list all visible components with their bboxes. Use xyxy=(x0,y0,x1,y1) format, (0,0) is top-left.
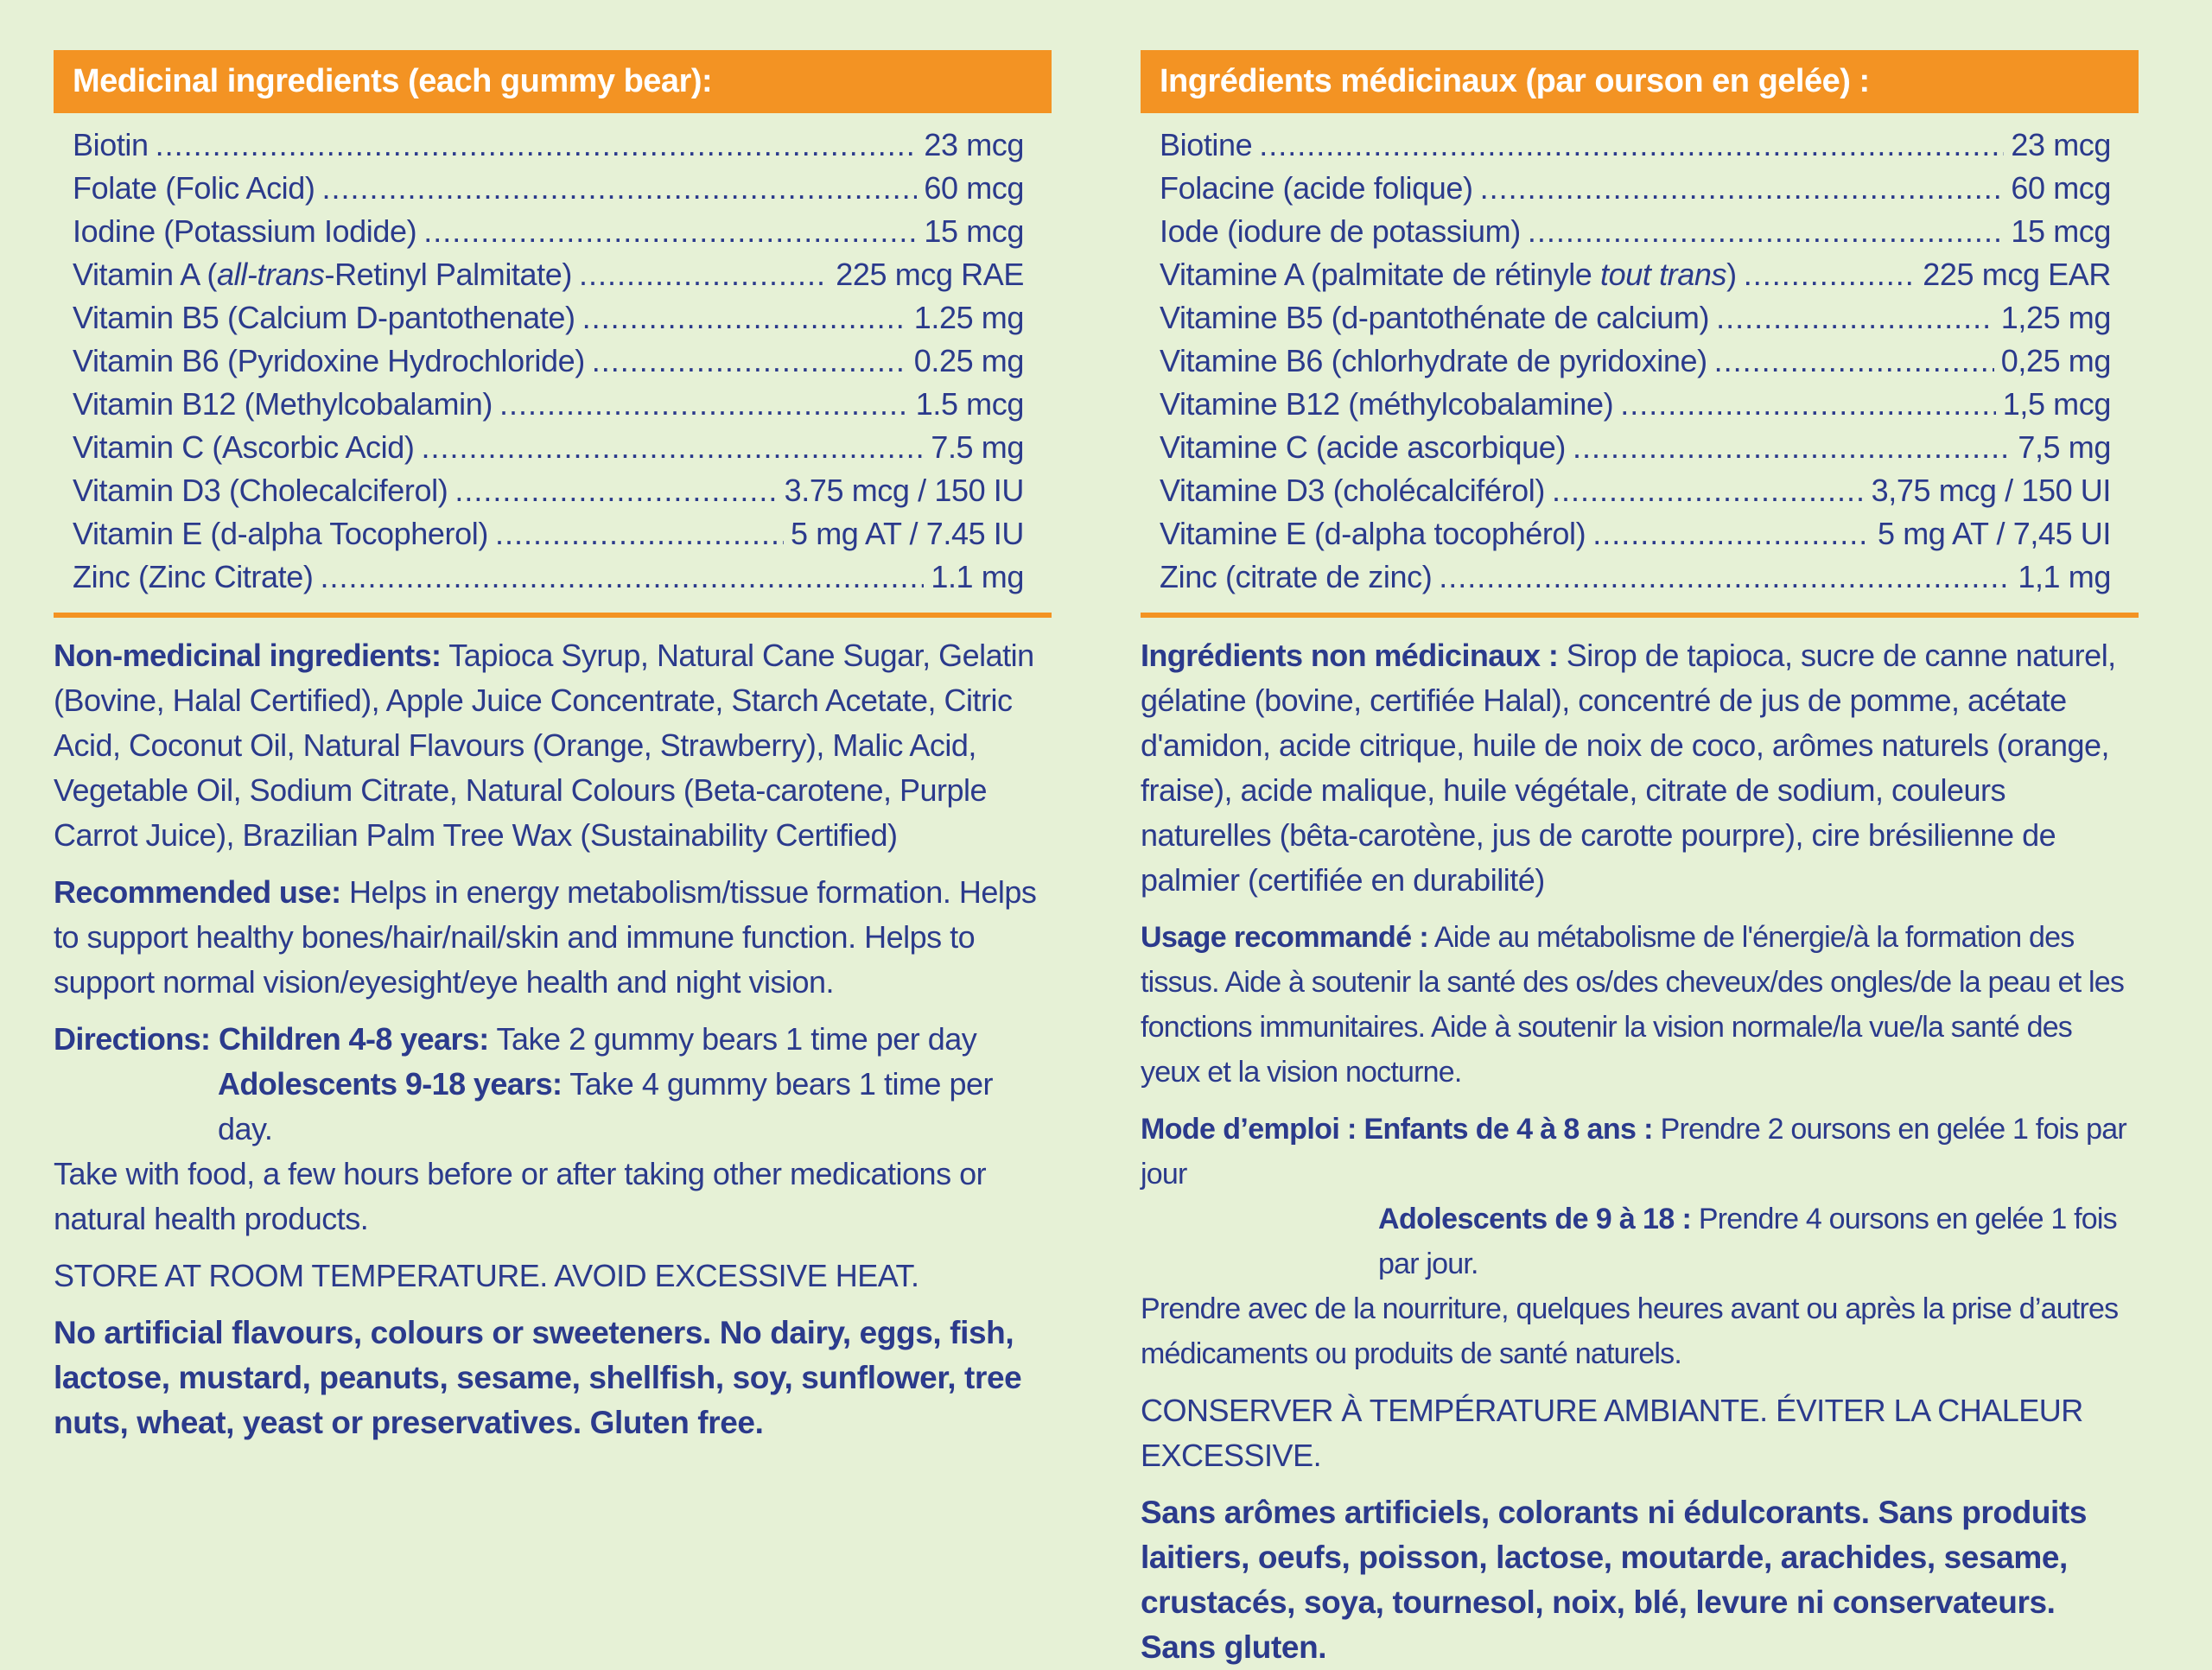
leader-dots xyxy=(1744,253,1916,296)
non-medicinal-ingredients-fr: Ingrédients non médicinaux : Sirop de tapioca, sucre de canne naturel, gélatine (bovine, certifiée Halal), concentré de jus de pomme, acétate d'amidon, acide citrique, huile de noix de coco, arômes naturels (orange, fraise), acide malique, huile végétale, citrate de sodium, couleurs naturelles (bêta-carotène, jus de carotte pourpre), cire brésilienne de palmier (certifiée en durabilité) xyxy=(1141,638,2116,898)
medicinal-ingredients-header: Medicinal ingredients (each gummy bear): xyxy=(54,50,1052,113)
ingredient-row xyxy=(73,340,1024,383)
leader-dots xyxy=(495,512,784,556)
ingredient-amount: 3.75 mcg / 150 IU xyxy=(784,473,1024,508)
ingredient-amount: 225 mcg EAR xyxy=(1923,257,2111,292)
leader-dots xyxy=(582,296,907,340)
leader-dots xyxy=(1528,210,2005,253)
ingredient-amount: 225 mcg RAE xyxy=(836,257,1024,292)
leader-dots xyxy=(322,167,918,210)
ingredient-amount: 7.5 mg xyxy=(931,429,1024,465)
ingredient-name: Vitamin A (all-trans-Retinyl Palmitate) xyxy=(73,257,572,292)
english-panel xyxy=(54,50,1052,1445)
ingredient-amount: 0.25 mg xyxy=(913,343,1024,378)
ingredient-amount: 1.5 mcg xyxy=(915,386,1024,422)
ingredient-row xyxy=(1160,124,2111,167)
leader-dots xyxy=(1552,469,1865,512)
ingredient-amount: 5 mg AT / 7.45 IU xyxy=(790,516,1024,551)
ingredient-name: Zinc (citrate de zinc) xyxy=(1160,559,1433,594)
ingredient-row xyxy=(73,383,1024,426)
ingredient-name: Vitamin B12 (Methylcobalamin) xyxy=(73,386,493,422)
ingredient-name: Biotine xyxy=(1160,127,1253,162)
leader-dots xyxy=(156,124,918,167)
leader-dots xyxy=(1573,426,2011,469)
ingredient-row xyxy=(73,469,1024,512)
medicinal-ingredients-header-fr: Ingrédients médicinaux (par ourson en gelée) : xyxy=(1141,50,2139,113)
ingredient-amount: 60 mcg xyxy=(924,170,1024,206)
ingredient-amount: 5 mg AT / 7,45 UI xyxy=(1877,516,2111,551)
directions-children: Directions: Children 4-8 years: Take 2 gummy bears 1 time per day xyxy=(54,1021,977,1057)
ingredient-amount: 7,5 mg xyxy=(2018,429,2111,465)
ingredient-name: Folate (Folic Acid) xyxy=(73,170,315,206)
ingredient-row xyxy=(1160,167,2111,210)
ingredient-amount: 1,25 mg xyxy=(2000,300,2111,335)
ingredient-row xyxy=(73,556,1024,599)
ingredient-row xyxy=(73,253,1024,296)
ingredient-name: Vitamine B12 (méthylcobalamine) xyxy=(1160,386,1614,422)
ingredient-row xyxy=(73,426,1024,469)
ingredient-row xyxy=(73,210,1024,253)
ingredient-amount: 15 mcg xyxy=(2011,213,2111,249)
ingredient-name: Vitamine B6 (chlorhydrate de pyridoxine) xyxy=(1160,343,1707,378)
ingredient-amount: 1.1 mg xyxy=(931,559,1024,594)
directions-adolescents: Adolescents 9-18 years: Take 4 gummy bears 1 time per day. xyxy=(218,1066,993,1146)
leader-dots xyxy=(454,469,777,512)
ingredient-amount: 23 mcg xyxy=(2011,127,2111,162)
ingredient-row xyxy=(73,296,1024,340)
ingredient-row xyxy=(73,167,1024,210)
medicinal-ingredients-list xyxy=(54,113,1052,599)
french-panel xyxy=(1141,50,2139,1670)
leader-dots xyxy=(592,340,907,383)
ingredient-row xyxy=(1160,210,2111,253)
orange-divider xyxy=(1141,613,2139,618)
leader-dots xyxy=(1716,296,1994,340)
ingredient-row xyxy=(1160,296,2111,340)
ingredient-amount: 1,1 mg xyxy=(2018,559,2111,594)
ingredient-amount: 3,75 mcg / 150 UI xyxy=(1871,473,2111,508)
leader-dots xyxy=(1480,167,2005,210)
directions-food-note-fr: Prendre avec de la nourriture, quelques heures avant ou après la prise d’autres médicaments ou produits de santé naturels. xyxy=(1141,1292,2119,1370)
leader-dots xyxy=(1439,556,2011,599)
leader-dots xyxy=(579,253,829,296)
ingredient-name: Vitamine A (palmitate de rétinyle tout trans) xyxy=(1160,257,1737,292)
ingredient-amount: 1,5 mcg xyxy=(2002,386,2111,422)
ingredient-row xyxy=(1160,556,2111,599)
ingredient-name: Vitamine C (acide ascorbique) xyxy=(1160,429,1566,465)
ingredient-amount: 15 mcg xyxy=(924,213,1024,249)
medicinal-ingredients-list-fr xyxy=(1141,113,2139,599)
directions xyxy=(54,1017,1052,1152)
ingredient-row xyxy=(1160,512,2111,556)
ingredient-row xyxy=(1160,426,2111,469)
ingredient-row xyxy=(73,512,1024,556)
directions-food-note: Take with food, a few hours before or after taking other medications or natural health products. xyxy=(54,1156,987,1236)
ingredient-name: Iodine (Potassium Iodide) xyxy=(73,213,417,249)
leader-dots xyxy=(320,556,924,599)
ingredient-name: Vitamine D3 (cholécalciférol) xyxy=(1160,473,1545,508)
ingredient-name: Iode (iodure de potassium) xyxy=(1160,213,1521,249)
leader-dots xyxy=(499,383,909,426)
ingredient-row xyxy=(1160,253,2111,296)
ingredient-row xyxy=(73,124,1024,167)
directions-adolescents-fr: Adolescents de 9 à 18 : Prendre 4 oursons en gelée 1 fois par jour. xyxy=(1378,1203,2117,1280)
directions-children-fr: Mode d’emploi : Enfants de 4 à 8 ans : Prendre 2 oursons en gelée 1 fois par jour xyxy=(1141,1113,2126,1191)
recommended-use: Recommended use: Helps in energy metabolism/tissue formation. Helps to support healthy bones/hair/nail/skin and immune function. Helps to support normal vision/eyesight/eye health and night vision. xyxy=(54,874,1037,1000)
ingredient-name: Biotin xyxy=(73,127,149,162)
ingredient-row xyxy=(1160,383,2111,426)
leader-dots xyxy=(1259,124,2004,167)
storage-instructions: STORE AT ROOM TEMPERATURE. AVOID EXCESSIVE HEAT. xyxy=(54,1258,919,1293)
ingredient-name: Vitamin D3 (Cholecalciferol) xyxy=(73,473,448,508)
ingredient-name: Vitamin E (d-alpha Tocopherol) xyxy=(73,516,488,551)
ingredient-name: Zinc (Zinc Citrate) xyxy=(73,559,314,594)
ingredient-amount: 23 mcg xyxy=(924,127,1024,162)
ingredient-name: Vitamin B5 (Calcium D-pantothenate) xyxy=(73,300,575,335)
allergen-statement: No artificial flavours, colours or sweeteners. No dairy, eggs, fish, lactose, mustard, peanuts, sesame, shellfish, soy, sunflower, tree nuts, wheat, yeast or preservatives. Gluten free. xyxy=(54,1315,1022,1440)
orange-divider xyxy=(54,613,1052,618)
directions-fr xyxy=(1141,1107,2139,1286)
ingredient-amount: 1.25 mg xyxy=(913,300,1024,335)
ingredient-amount: 0,25 mg xyxy=(2000,343,2111,378)
leader-dots xyxy=(1714,340,1994,383)
leader-dots xyxy=(421,426,924,469)
ingredient-amount: 60 mcg xyxy=(2011,170,2111,206)
leader-dots xyxy=(1592,512,1871,556)
non-medicinal-ingredients: Non-medicinal ingredients: Tapioca Syrup, Natural Cane Sugar, Gelatin (Bovine, Halal Certified), Apple Juice Concentrate, Starch Acetate, Citric Acid, Coconut Oil, Natural Flavours (Orange, Strawberry), Malic Acid, Vegetable Oil, Sodium Citrate, Natural Colours (Beta-carotene, Purple Carrot Juice), Brazilian Palm Tree Wax (Sustainability Certified) xyxy=(54,638,1034,853)
leader-dots xyxy=(1620,383,1996,426)
ingredient-row xyxy=(1160,469,2111,512)
ingredient-row xyxy=(1160,340,2111,383)
ingredient-name: Folacine (acide folique) xyxy=(1160,170,1473,206)
leader-dots xyxy=(423,210,917,253)
storage-instructions-fr: CONSERVER À TEMPÉRATURE AMBIANTE. ÉVITER LA CHALEUR EXCESSIVE. xyxy=(1141,1393,2083,1473)
ingredient-name: Vitamine B5 (d-pantothénate de calcium) xyxy=(1160,300,1710,335)
ingredient-name: Vitamin B6 (Pyridoxine Hydrochloride) xyxy=(73,343,585,378)
ingredient-name: Vitamin C (Ascorbic Acid) xyxy=(73,429,415,465)
recommended-use-fr: Usage recommandé : Aide au métabolisme de l'énergie/à la formation des tissus. Aide à soutenir la santé des os/des cheveux/des ongles/de la peau et les fonctions immunitaires. Aide à soutenir la vision normale/la vue/la santé des yeux et la vision nocturne. xyxy=(1141,921,2125,1089)
allergen-statement-fr: Sans arômes artificiels, colorants ni édulcorants. Sans produits laitiers, oeufs, poisson, lactose, moutarde, arachides, sesame, crustacés, soya, tournesol, noix, blé, levure ni conservateurs. Sans gluten. xyxy=(1141,1495,2088,1665)
ingredient-name: Vitamine E (d-alpha tocophérol) xyxy=(1160,516,1586,551)
